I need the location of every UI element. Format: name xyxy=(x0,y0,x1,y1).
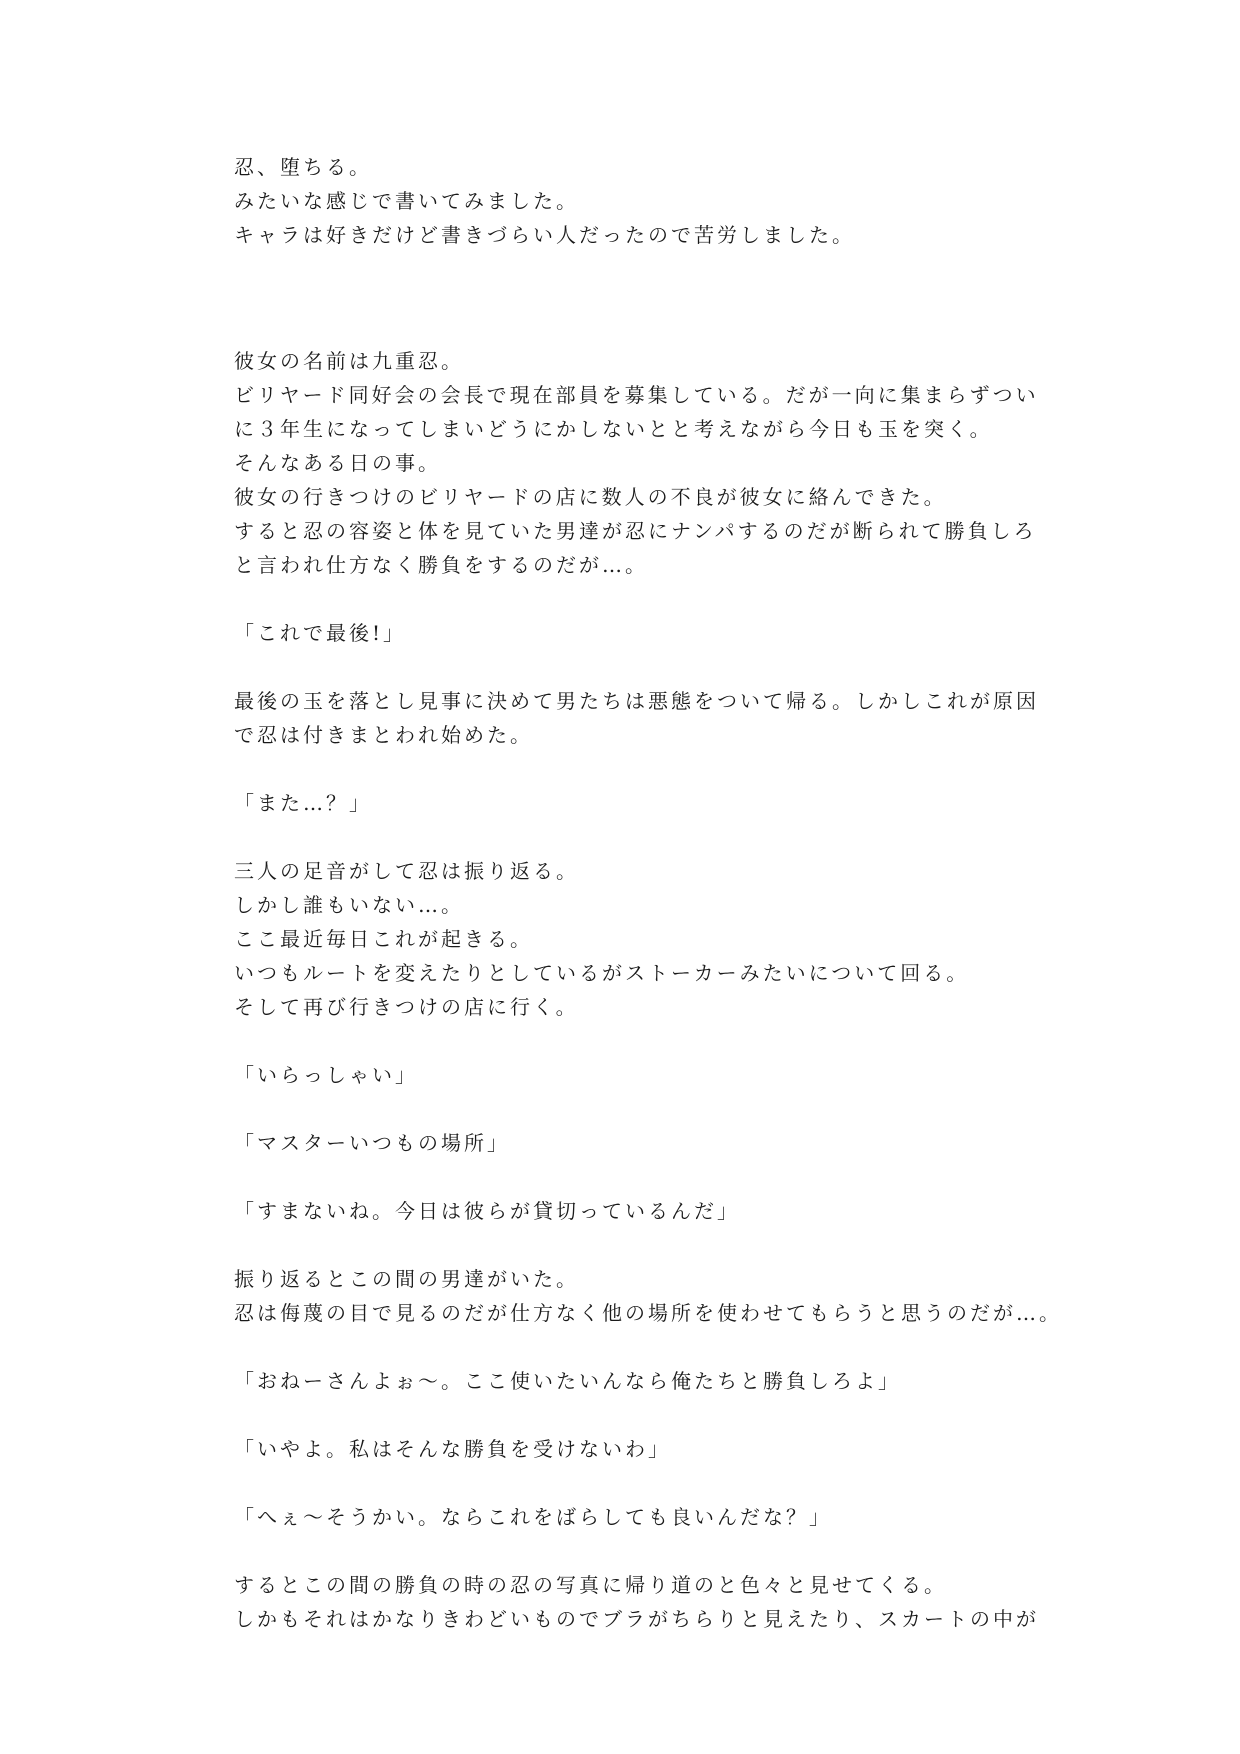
dialogue-line: 「これで最後!」 xyxy=(234,621,407,645)
blank-line xyxy=(234,1398,1024,1432)
story-line: 忍は侮蔑の目で見るのだが仕方なく他の場所を使わせてもらうと思うのだが…。 xyxy=(234,1301,1062,1325)
blank-line xyxy=(234,1092,1024,1126)
blank-line xyxy=(234,1330,1024,1364)
story-line: 彼女の名前は九重忍。 xyxy=(234,349,464,373)
intro-line-3: キャラは好きだけど書きづらい人だったので苦労しました。 xyxy=(234,223,855,247)
story-line: 振り返るとこの間の男達がいた。 xyxy=(234,1267,579,1291)
blank-line xyxy=(234,650,1024,684)
blank-line xyxy=(234,1228,1024,1262)
story-line: ビリヤード同好会の会長で現在部員を募集している。だが一向に集まらずつい xyxy=(234,383,1039,407)
story-line: そんなある日の事。 xyxy=(234,451,441,475)
blank-line xyxy=(234,1160,1024,1194)
story-line: ここ最近毎日これが起きる。 xyxy=(234,927,533,951)
intro-section xyxy=(234,150,1024,252)
dialogue-line: 「いやよ。私はそんな勝負を受けないわ」 xyxy=(234,1437,671,1461)
story-line: に３年生になってしまいどうにかしないとと考えながら今日も玉を突く。 xyxy=(234,417,993,441)
story-line: と言われ仕方なく勝負をするのだが…。 xyxy=(234,553,648,577)
story-line: 最後の玉を落とし見事に決めて男たちは悪態をついて帰る。しかしこれが原因 xyxy=(234,689,1039,713)
story-line: すると忍の容姿と体を見ていた男達が忍にナンパするのだが断られて勝負しろ xyxy=(234,519,1037,543)
story-section xyxy=(234,344,1062,1636)
story-line: 三人の足音がして忍は振り返る。 xyxy=(234,859,579,883)
blank-line xyxy=(234,1024,1024,1058)
blank-line xyxy=(234,752,1024,786)
story-line: しかし誰もいない…。 xyxy=(234,893,464,917)
blank-line xyxy=(234,582,1024,616)
story-line: するとこの間の勝負の時の忍の写真に帰り道のと色々と見せてくる。 xyxy=(234,1573,947,1597)
story-line: 彼女の行きつけのビリヤードの店に数人の不良が彼女に絡んできた。 xyxy=(234,485,947,509)
dialogue-line: 「おねーさんよぉ〜。ここ使いたいんなら俺たちと勝負しろよ」 xyxy=(234,1369,901,1393)
dialogue-line: 「へぇ〜そうかい。ならこれをばらしても良いんだな？」 xyxy=(234,1505,832,1529)
story-line: いつもルートを変えたりとしているがストーカーみたいについて回る。 xyxy=(234,961,970,985)
dialogue-line: 「すまないね。今日は彼らが貸切っているんだ」 xyxy=(234,1199,740,1223)
story-line: そして再び行きつけの店に行く。 xyxy=(234,995,579,1019)
dialogue-line: 「いらっしゃい」 xyxy=(234,1063,418,1087)
dialogue-line: 「また…？」 xyxy=(234,791,372,815)
blank-line xyxy=(234,820,1024,854)
intro-line-title: 忍、堕ちる。 xyxy=(234,155,372,179)
dialogue-line: 「マスターいつもの場所」 xyxy=(234,1131,510,1155)
story-line: しかもそれはかなりきわどいものでブラがちらりと見えたり、スカートの中が xyxy=(234,1607,1039,1631)
story-line: で忍は付きまとわれ始めた。 xyxy=(234,723,533,747)
blank-line xyxy=(234,1466,1024,1500)
intro-line-2: みたいな感じで書いてみました。 xyxy=(234,189,579,213)
blank-line xyxy=(234,1534,1024,1568)
